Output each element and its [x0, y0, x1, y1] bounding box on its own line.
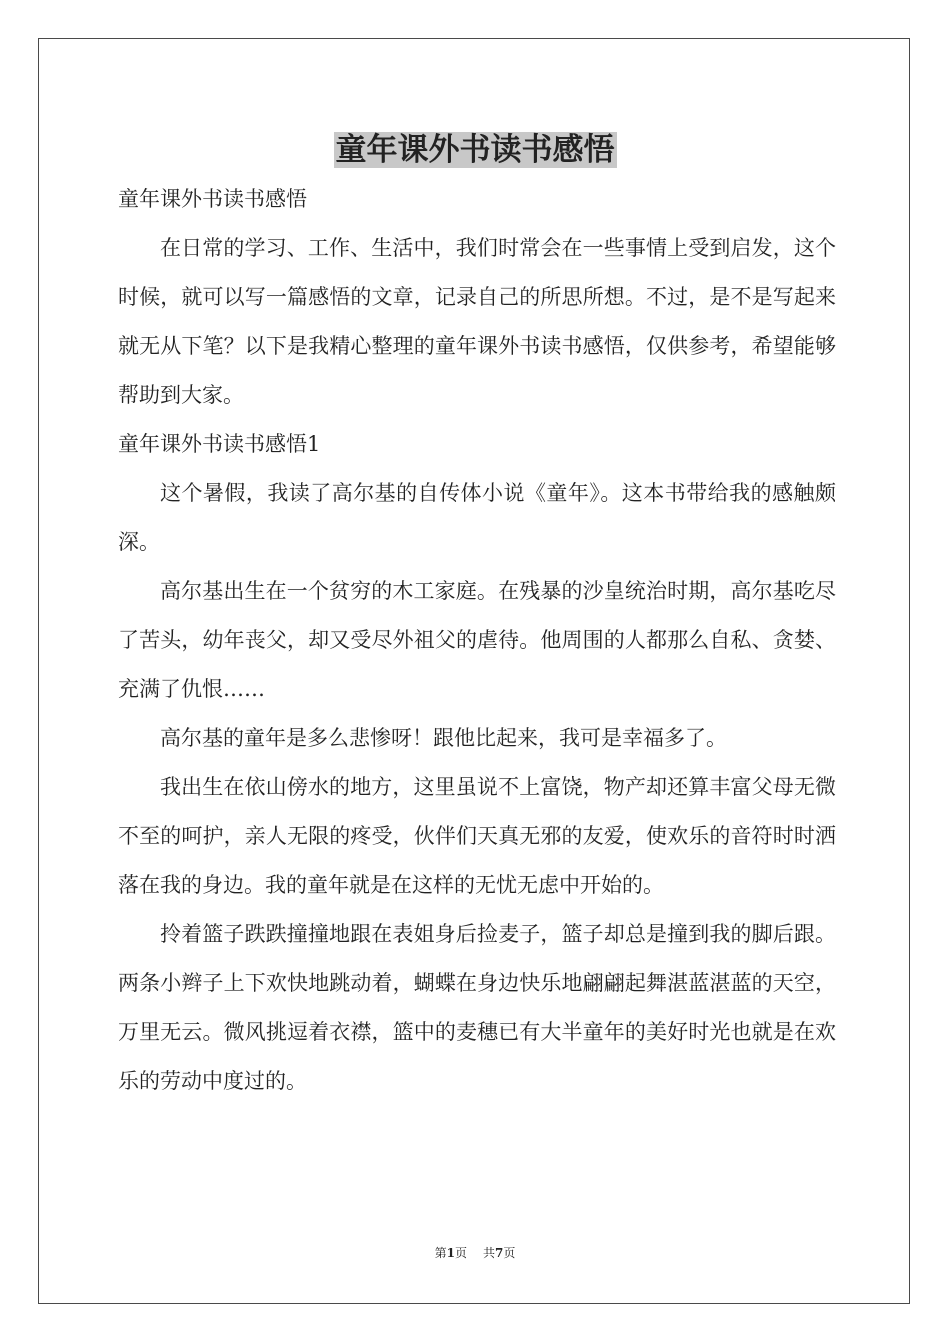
- page-prefix: 第: [434, 1246, 447, 1260]
- total-pages-number: 7: [495, 1246, 504, 1260]
- page-suffix: 页: [454, 1246, 467, 1260]
- document-body: [118, 175, 836, 1106]
- document-title-text: 童年课外书读书感悟: [335, 132, 615, 168]
- total-suffix: 页: [503, 1246, 516, 1260]
- section-heading: 童年课外书读书感悟: [118, 187, 307, 211]
- paragraph: 高尔基出生在一个贫穷的木工家庭。在残暴的沙皇统治时期，高尔基吃尽了苦头，幼年丧父，却又受尽外祖父的虐待。他周围的人都那么自私、贪婪、充满了仇恨……: [118, 579, 836, 701]
- current-page-number: 1: [446, 1246, 455, 1260]
- paragraph: 在日常的学习、工作、生活中，我们时常会在一些事情上受到启发，这个时候，就可以写一篇感悟的文章，记录自己的所思所想。不过，是不是写起来就无从下笔？以下是我精心整理的童年课外书读书感悟，仅供参考，希望能够帮助到大家。: [118, 236, 836, 407]
- paragraph: 拎着篮子跌跌撞撞地跟在表姐身后捡麦子，篮子却总是撞到我的脚后跟。两条小辫子上下欢快地跳动着，蝴蝶在身边快乐地翩翩起舞湛蓝湛蓝的天空，万里无云。微风挑逗着衣襟，篮中的麦穗已有大半童年的美好时光也就是在欢乐的劳动中度过的。: [118, 922, 836, 1093]
- section-heading: 童年课外书读书感悟1: [118, 432, 321, 456]
- page-footer: [0, 1244, 950, 1262]
- paragraph: 这个暑假，我读了高尔基的自传体小说《童年》。这本书带给我的感触颇深。: [118, 481, 836, 554]
- paragraph: 高尔基的童年是多么悲惨呀！跟他比起来，我可是幸福多了。: [160, 726, 727, 750]
- total-prefix: 共: [483, 1246, 496, 1260]
- document-title: [0, 124, 950, 176]
- paragraph: 我出生在依山傍水的地方，这里虽说不上富饶，物产却还算丰富父母无微不至的呵护，亲人无限的疼受，伙伴们天真无邪的友爱，使欢乐的音符时时洒落在我的身边。我的童年就是在这样的无忧无虑中开始的。: [118, 775, 836, 897]
